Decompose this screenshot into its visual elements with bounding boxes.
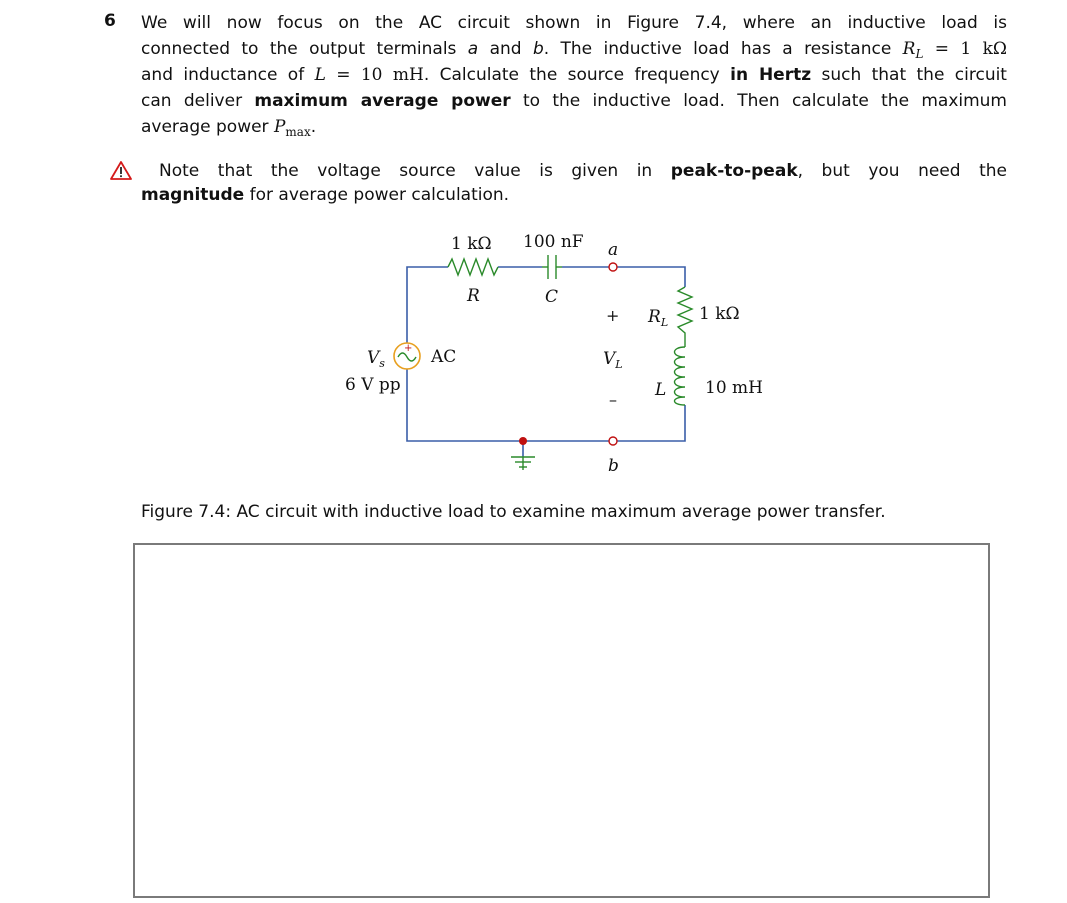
- ground-symbol: [511, 457, 535, 470]
- question-line: and inductance of L = 10 mH. Calculate the source frequency in Hertz such that the circuit: [141, 65, 1007, 85]
- r-label: R: [467, 286, 480, 306]
- c-value-label: 100 nF: [523, 232, 584, 252]
- terminal-a-label: a: [608, 240, 619, 260]
- vs-value-label: 6 V pp: [345, 375, 401, 395]
- vs-label: $V_s$: [367, 348, 385, 370]
- question-line: can deliver maximum average power to the inductive load. Then calculate the maximum: [141, 91, 1007, 111]
- l-label: L: [655, 380, 667, 400]
- minus-sign: –: [609, 390, 617, 409]
- vl-label: $V_L$: [603, 349, 623, 371]
- c-label: C: [545, 287, 559, 307]
- note-line: Note that the voltage source value is given in peak-to-peak, but you need the: [159, 161, 1008, 181]
- note-line: magnitude for average power calculation.: [141, 185, 510, 205]
- question-number: 6: [104, 11, 116, 31]
- question-line: average power $P_{max}$.: [141, 117, 317, 139]
- l-value-label: 10 mH: [705, 378, 763, 398]
- resistor-r: [448, 259, 498, 275]
- figure-caption: Figure 7.4: AC circuit with inductive load to examine maximum average power transfer.: [141, 502, 886, 522]
- ac-label: AC: [431, 347, 457, 367]
- note-text: [141, 159, 1007, 207]
- question-text: [141, 10, 1007, 140]
- question-line: We will now focus on the AC circuit shown in Figure 7.4, where an inductive load is: [141, 13, 1007, 33]
- r-value-label: 1 kΩ: [451, 234, 492, 254]
- warning-icon: [110, 161, 132, 180]
- capacitor-c: [542, 255, 562, 279]
- rl-label: $R_L$: [648, 307, 669, 329]
- terminal-b-label: b: [608, 456, 619, 476]
- question-line: connected to the output terminals a and b. The inductive load has a resistance $R_L = 1$ kΩ: [141, 39, 1008, 61]
- rl-value-label: 1 kΩ: [699, 304, 740, 324]
- terminal-b-node: [609, 437, 617, 445]
- terminal-a-node: [609, 263, 617, 271]
- inductor-l: [675, 347, 686, 405]
- circuit-diagram: [330, 225, 780, 485]
- plus-sign: +: [606, 306, 620, 325]
- ground-node: [519, 437, 527, 445]
- svg-text:+: +: [404, 343, 413, 354]
- resistor-rl: [678, 287, 692, 347]
- ac-source-icon: [394, 343, 420, 369]
- answer-box[interactable]: [133, 543, 990, 898]
